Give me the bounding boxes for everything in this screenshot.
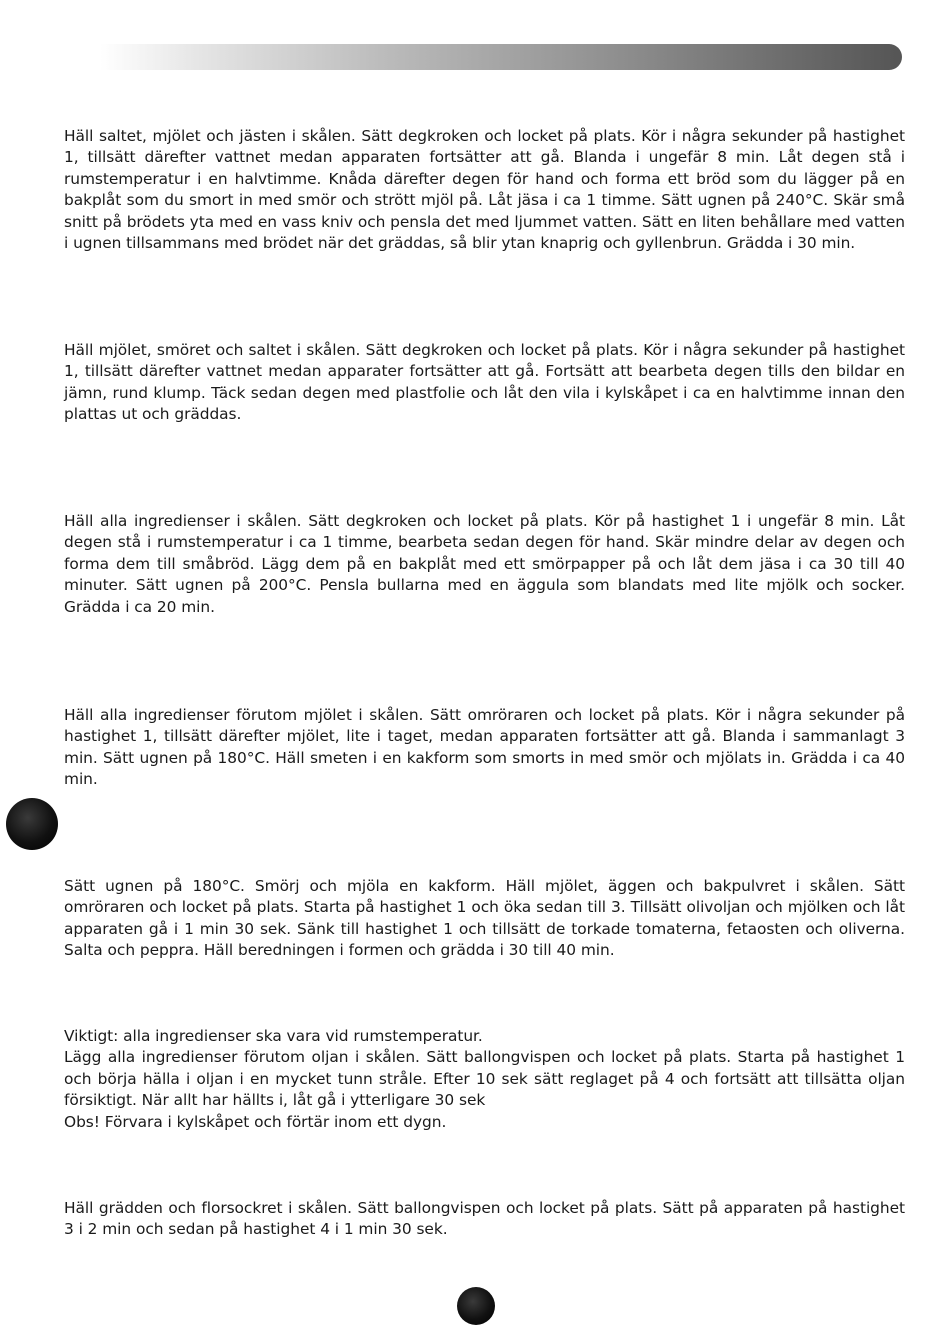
recipe-savory-cake-instructions: Sätt ugnen på 180°C. Smörj och mjöla en kakform. Häll mjölet, äggen och bakpulvret i skålen. Sätt omröraren och locket på plats. Starta på hastighet 1 och öka sedan till 3. Tillsätt olivoljan och mjölken och låt apparaten gå i 1 min 30 sek. Sänk till hastighet 1 och tillsätt de torkade tomaterna, fetaosten och oliverna. Salta och peppra. Häll beredningen i formen och grädda i 30 till 40 min. [64,877,905,960]
mayonnaise-instructions: Lägg alla ingredienser förutom oljan i skålen. Sätt ballongvispen och locket på plats. Starta på hastighet 1 och börja hälla i oljan i en mycket tunn stråle. Efter 10 sek sätt reglaget på 4 och fortsätt att tillsätta oljan försiktigt. När allt har hällts i, låt gå i ytterligare 30 sek [64,1048,905,1110]
recipe-pastry-instructions: Häll mjölet, smöret och saltet i skålen. Sätt degkroken och locket på plats. Kör i några sekunder på hastighet 1, tillsätt därefter vattnet medan apparater fortsätter att gå. Fortsätt att bearbeta degen tills den bildar en jämn, rund klump. Täck sedan degen med plastfolie och låt den vila i kylskåpet i ca en halvtimme innan den plattas ut och gräddas. [64,341,905,424]
recipe-buns-instructions: Häll alla ingredienser i skålen. Sätt degkroken och locket på plats. Kör på hastighet 1 i ungefär 8 min. Låt degen stå i rumstemperatur i ca 1 timme, bearbeta sedan degen för hand. Skär mindre delar av degen och forma dem till småbröd. Lägg dem på en bakplåt med ett smörpapper på och låt dem jäsa i ca 30 till 40 minuter. Sätt ugnen på 200°C. Pensla bullarna med en äggula som blandats med lite mjölk och socker. Grädda i ca 20 min. [64,512,905,616]
section-marker-circle [6,798,58,850]
recipe-bread-instructions: Häll saltet, mjölet och jästen i skålen. Sätt degkroken och locket på plats. Kör i några sekunder på hastighet 1, tillsätt därefter vattnet medan apparaten fortsätter att gå. Blanda i ungefär 8 min. Låt degen stå i rumstemperatur i en halvtimme. Knåda därefter degen för hand och forma ett bröd som du lägger på en bakplåt som du smort in med smör och strött mjöl på. Låt jäsa i ca 1 timme. Sätt ugnen på 240°C. Skär små snitt på brödets yta med en vass kniv och pensla det med ljummet vatten. Sätt en liten behållare med vatten i ugnen tillsammans med brödet när det gräddas, så blir ytan knaprig och gyllenbrun. Grädda i 30 min. [64,127,905,253]
recipe-mayonnaise [64,1026,905,1133]
header-gradient-bar [100,44,902,70]
mayonnaise-warning: Obs! Förvara i kylskåpet och förtär inom ett dygn. [64,1112,447,1131]
mayonnaise-note: Viktigt: alla ingredienser ska vara vid rumstemperatur. [64,1027,483,1045]
page-number-circle [457,1287,495,1325]
recipe-whipped-cream-instructions: Häll grädden och florsockret i skålen. Sätt ballongvispen och locket på plats. Sätt på apparaten på hastighet 3 i 2 min och sedan på hastighet 4 i 1 min 30 sek. [64,1199,905,1239]
recipe-cake-instructions: Häll alla ingredienser förutom mjölet i skålen. Sätt omröraren och locket på plats. Kör i några sekunder på hastighet 1, tillsätt därefter mjölet, lite i taget, medan apparaten fortsätter att gå. Blanda i sammanlagt 3 min. Sätt ugnen på 180°C. Häll smeten i en kakform som smorts in med smör och mjölats in. Grädda i ca 40 min. [64,706,905,789]
